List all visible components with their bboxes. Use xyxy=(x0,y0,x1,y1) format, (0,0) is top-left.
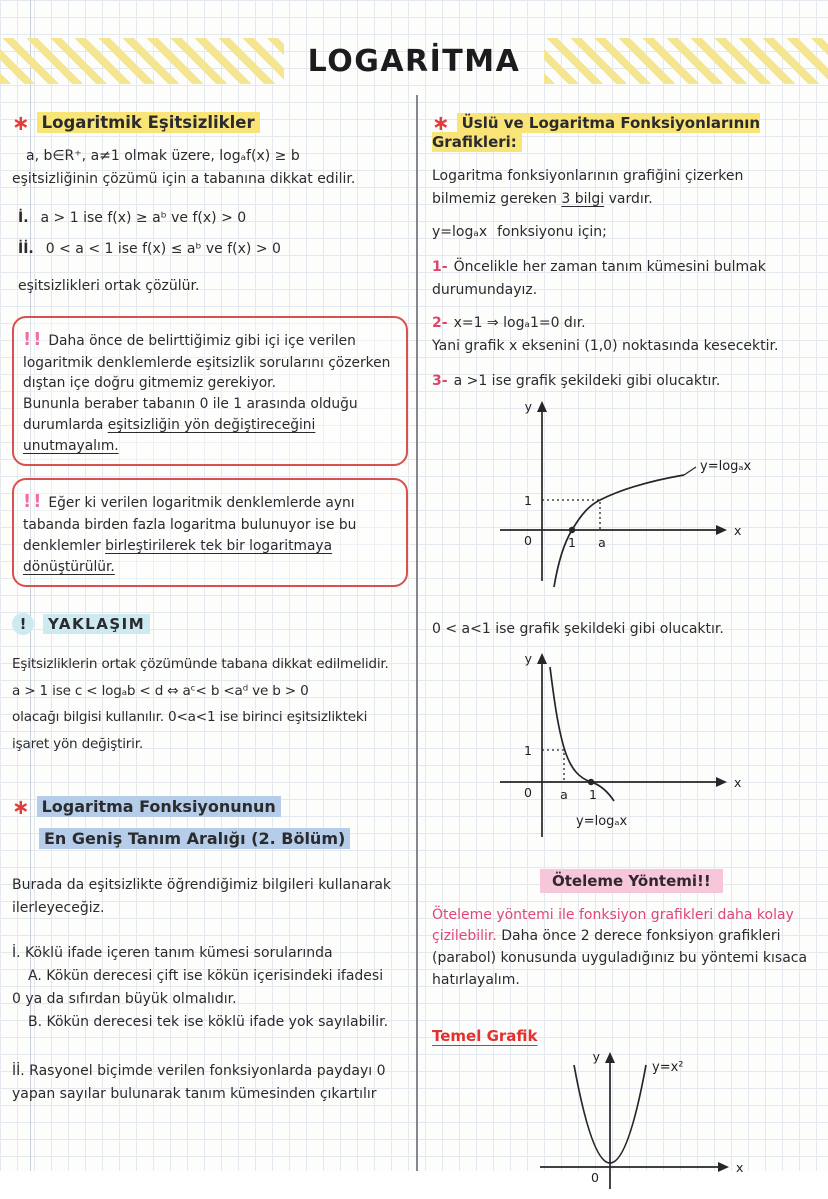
g3-origin-label: 0 xyxy=(591,1170,599,1186)
case-a-between-0-1 xyxy=(12,238,410,261)
graph-log-a-less-1 xyxy=(472,647,752,847)
case-2-label: İİ. xyxy=(18,240,34,257)
between-graphs-text: 0 < a<1 ise grafik şekildeki gibi olucaktır. xyxy=(432,620,724,637)
g2-origin-label: 0 xyxy=(524,784,532,800)
rule-3 xyxy=(432,370,822,393)
intro-2a: bilmemiz gereken xyxy=(432,190,557,207)
g2-x-axis-label: x xyxy=(734,774,742,790)
tanim-body-line-1: Burada da eşitsizlikte öğrendiğimiz bilgileri kullanarak xyxy=(12,876,392,893)
tanim-body-line-2: ilerleyeceğiz. xyxy=(12,899,105,916)
g1-one-y-label: 1 xyxy=(524,492,532,508)
cases-outro: eşitsizlikleri ortak çözülür. xyxy=(18,277,200,294)
case-a-greater-1 xyxy=(12,207,410,230)
case-2-text: 0 < a < 1 ise f(x) ≤ aᵇ ve f(x) > 0 xyxy=(45,240,281,257)
yaklasim-line-1: Eşitsizliklerin ortak çözümünde tabana dikkat edilmelidir. xyxy=(12,656,389,673)
definition-line-2: eşitsizliğinin çözümü için a tabanına dikkat edilir. xyxy=(12,170,356,187)
tanim-item-2-line-1: İİ. Rasyonel biçimde verilen fonksiyonlarda paydayı 0 xyxy=(12,1062,386,1079)
warning-note-1 xyxy=(12,316,408,466)
banner-stripe-left xyxy=(0,38,284,84)
yaklasim-label: YAKLAŞIM xyxy=(43,614,150,634)
intro-2b-underlined: 3 bilgi xyxy=(561,190,605,207)
rule-2-number: 2- xyxy=(432,314,448,331)
tanim-item-2-line-2: yapan sayılar bulunarak tanım kümesinden çıkartılır xyxy=(12,1085,377,1102)
g1-x-axis-label: x xyxy=(734,522,742,538)
g3-x-axis-label: x xyxy=(736,1160,744,1176)
heading-text-grafikler: Üslü ve Logaritma Fonksiyonlarının Grafikleri: xyxy=(432,114,761,151)
graph-parabola xyxy=(502,1049,752,1199)
g1-function-label: y=logₐx xyxy=(700,458,752,474)
definition-line-1: a, b∈R⁺, a≠1 olmak üzere, logₐf(x) ≥ b xyxy=(26,148,300,164)
yaklasim-heading xyxy=(12,613,410,635)
right-column xyxy=(418,95,828,1186)
content-columns xyxy=(0,95,828,1186)
tanim-item-1a-line-2: 0 ya da sıfırdan büyük olmalıdır. xyxy=(12,990,237,1007)
title-banner xyxy=(0,38,828,84)
grafik-intro-line-2 xyxy=(432,188,822,211)
case-1-text: a > 1 ise f(x) ≥ aᵇ ve f(x) > 0 xyxy=(40,209,247,226)
oteleme-paragraph xyxy=(432,905,822,992)
tanim-item-1a-line-1: A. Kökün derecesi çift ise kökün içerisindeki ifadesi xyxy=(28,967,384,984)
g1-dotted-guides xyxy=(542,500,600,530)
heading-grafikler xyxy=(432,109,822,151)
rule-1-number: 1- xyxy=(432,258,448,275)
heading-tanim-line-1 xyxy=(12,787,410,825)
double-exclamation-icon: !! xyxy=(23,491,44,513)
tanim-item-1: İ. Köklü ifade içeren tanım kümesi sorularında xyxy=(12,944,333,961)
formula-rest: fonksiyonu için; xyxy=(497,223,607,240)
warning-2-paragraph xyxy=(23,488,397,577)
g3-x-arrow xyxy=(718,1162,729,1172)
asterisk-bullet-icon: ∗ xyxy=(12,111,30,135)
g3-function-label: y=x² xyxy=(652,1060,684,1076)
exclamation-icon: ! xyxy=(12,613,34,635)
rule-1-text: Öncelikle her zaman tanım kümesini bulmak xyxy=(453,258,766,275)
g3-y-axis-label: y xyxy=(592,1049,600,1065)
log-function-formula: y=logₐx xyxy=(432,223,488,240)
g2-one-y-label: 1 xyxy=(524,742,532,758)
heading-tanim-text-2: En Geniş Tanım Aralığı (2. Bölüm) xyxy=(39,828,350,849)
rule-3-number: 3- xyxy=(432,372,448,389)
warning-1-text-b: Bununla beraber tabanın 0 ile 1 arasında olduğu durumlarda xyxy=(23,396,358,433)
temel-grafik-label: Temel Grafik xyxy=(432,1027,538,1046)
heading-tanim-araligi xyxy=(12,787,410,854)
g1-origin-label: 0 xyxy=(524,532,532,548)
warning-1-paragraph-1 xyxy=(23,326,397,394)
warning-1-underlined: eşitsizliğin yön değiştireceğini unutmayalım. xyxy=(23,416,316,454)
g2-function-label: y=logₐx xyxy=(576,813,628,829)
yaklasim-body xyxy=(12,651,410,757)
intro-2c: vardır. xyxy=(608,190,653,207)
warning-2-underlined: birleştirilerek tek bir logaritmaya dönüştürülür. xyxy=(23,537,333,575)
graph-log-a-greater-1 xyxy=(472,395,752,590)
warning-1-paragraph-2 xyxy=(23,394,397,456)
g1-y-axis-label: y xyxy=(524,398,532,414)
heading-tanim-line-2 xyxy=(12,825,410,854)
g1-x-arrow xyxy=(716,525,727,535)
grafik-intro-line-1: Logaritma fonksiyonlarının grafiğini çizerken xyxy=(432,168,744,184)
yaklasim-line-3: olacağı bilgisi kullanılır. 0<a<1 ise birinci eşitsizlikteki xyxy=(12,709,368,726)
left-column xyxy=(0,95,416,1171)
asterisk-bullet-icon: ∗ xyxy=(432,111,450,135)
asterisk-bullet-icon: ∗ xyxy=(12,795,30,820)
page-title: LOGARİTMA xyxy=(307,43,521,79)
warning-2-text: Eğer ki verilen logaritmik denklemlerde aynı tabanda birden fazla logaritma bulunuyor ise bu denklemler xyxy=(23,495,357,554)
rule-1-continuation: durumundayız. xyxy=(432,281,538,298)
g2-y-arrow xyxy=(537,653,547,664)
double-exclamation-icon: !! xyxy=(23,328,44,350)
formula-line xyxy=(432,221,822,244)
oteleme-paragraph-pink: Öteleme yöntemi ile fonksiyon grafikleri daha kolay çizilebilir. xyxy=(432,906,794,945)
heading-text-logaritmik-esitsizlikler: Logaritmik Eşitsizlikler xyxy=(37,112,260,133)
heading-tanim-text-1: Logaritma Fonksiyonunun xyxy=(37,796,281,817)
heading-logaritmik-esitsizlikler xyxy=(12,109,410,133)
rule-1 xyxy=(432,256,822,279)
yaklasim-line-4: işaret yön değiştirir. xyxy=(12,735,144,752)
case-1-label: İ. xyxy=(18,209,29,226)
rule-2-text: x=1 ⇒ logₐ1=0 dır. xyxy=(453,314,586,331)
rule-2 xyxy=(432,312,822,335)
g2-dotted-guides xyxy=(542,750,564,782)
g1-one-x-label: 1 xyxy=(568,534,576,550)
banner-stripe-right xyxy=(544,38,828,84)
g2-one-x-label: 1 xyxy=(589,786,597,802)
g2-x-arrow xyxy=(716,777,727,787)
warning-note-2 xyxy=(12,478,408,587)
g1-intercept-dot xyxy=(569,526,575,532)
warning-1-text: Daha önce de belirttiğimiz gibi içi içe verilen logaritmik denklemlerde eşitsizlik sorularını çözerken dıştan içe doğru gitmemiz gerekiyor. xyxy=(23,332,391,392)
tanim-item-1b: B. Kökün derecesi tek ise köklü ifade yok sayılabilir. xyxy=(28,1013,389,1030)
rule-3-text: a >1 ise grafik şekildeki gibi olucaktır. xyxy=(453,372,721,389)
g2-log-curve xyxy=(550,667,614,801)
g1-a-x-label: a xyxy=(598,534,606,550)
g1-y-arrow xyxy=(537,401,547,412)
oteleme-yontemi-badge: Öteleme Yöntemi!! xyxy=(540,869,723,893)
rule-2-continuation: Yani grafik x eksenini (1,0) noktasında kesecektir. xyxy=(432,337,779,354)
g2-a-x-label: a xyxy=(560,786,568,802)
g3-y-arrow xyxy=(605,1052,615,1063)
oteleme-paragraph-dark: Daha önce 2 derece fonksiyon grafikleri (parabol) konusunda uyguladığınız bu yöntemi kısaca hatırlayalım. xyxy=(432,928,808,988)
g1-label-pointer xyxy=(684,467,696,475)
g2-y-axis-label: y xyxy=(524,650,532,666)
g2-intercept-dot xyxy=(588,778,594,784)
yaklasim-line-2: a > 1 ise c < logₐb < d ⇔ aᶜ< b <aᵈ ve b > 0 xyxy=(12,682,309,699)
